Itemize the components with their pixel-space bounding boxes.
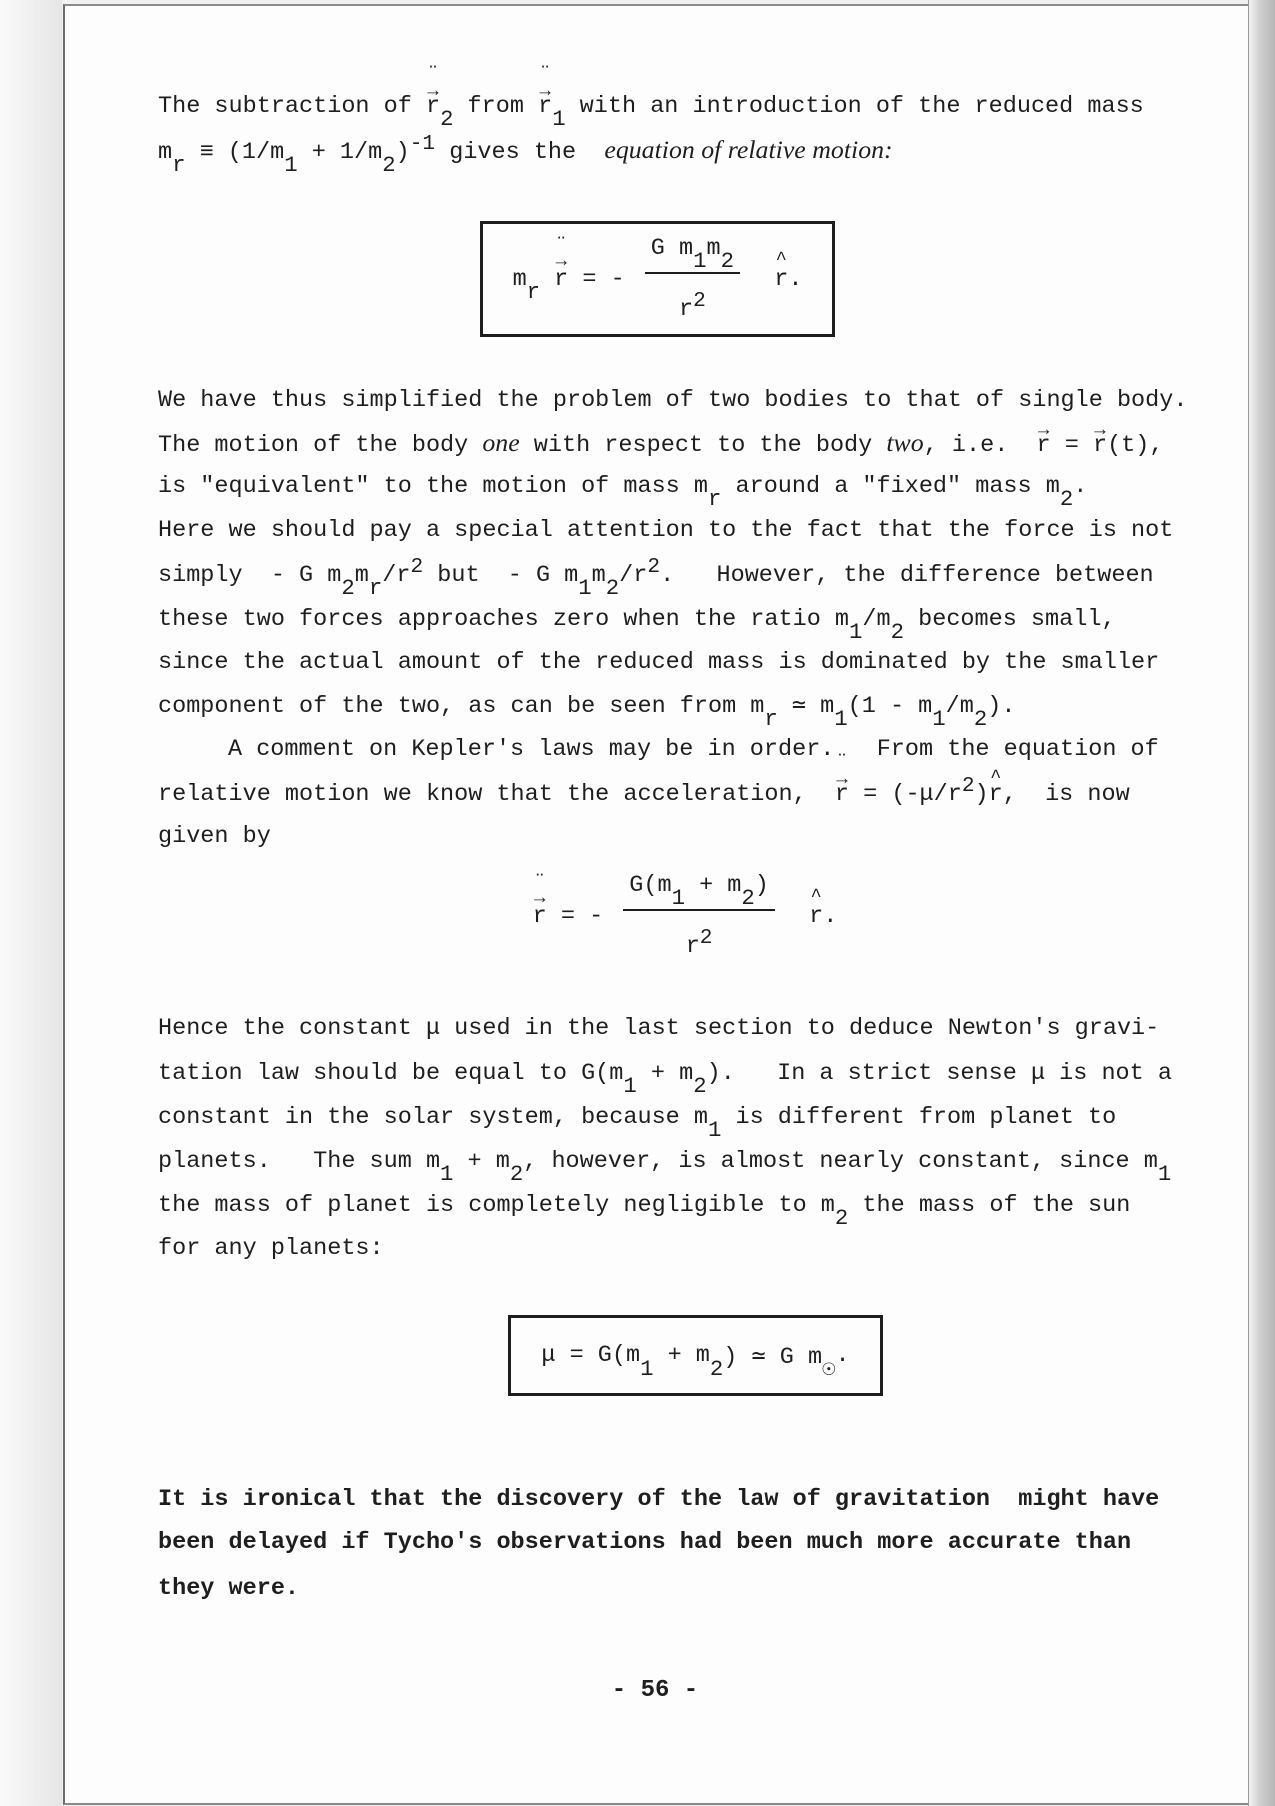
text-run: since the actual amount of the reduced mass is dominated by the smaller (158, 649, 1160, 676)
superscript: 2 (693, 289, 706, 313)
text-line (158, 387, 1187, 415)
text-run: m (354, 562, 369, 589)
text-run: . However, the difference between (660, 562, 1154, 589)
unit-vector-symbol: ^ r (989, 781, 1003, 809)
text-run: the mass of the sun (848, 1192, 1131, 1219)
subscript: 2 (693, 1073, 707, 1099)
text-line (158, 1235, 384, 1263)
text-run: /r (382, 562, 411, 589)
italic-text: two (886, 428, 924, 457)
denominator (645, 274, 740, 323)
text-run: Hence the constant μ used in the last section to deduce Newton's gravi- (158, 1015, 1160, 1042)
fraction (645, 235, 740, 323)
subscript: 2 (382, 152, 396, 178)
text-line (158, 1191, 1131, 1231)
text-run: ). (987, 693, 1016, 720)
text-run: is different from planet to (721, 1104, 1117, 1131)
text-line (158, 555, 1154, 601)
subscript: 2 (720, 248, 734, 274)
text-run: /m (945, 693, 974, 720)
text-line (158, 774, 1130, 809)
text-run: ≃ m (777, 693, 835, 720)
text-run (781, 903, 809, 930)
subscript: r (764, 706, 778, 732)
subscript: 1 (849, 619, 863, 645)
italic-text: equation of relative motion: (604, 135, 893, 164)
text-run: is "equivalent" to the motion of mass m (158, 473, 708, 500)
text-run: Here we should pay a special attention to the fact that the force is not (158, 517, 1174, 544)
acceleration-vector-symbol: → r ¨ (426, 93, 440, 121)
text-run: It is ironical that the discovery of the law of gravitation might have (158, 1486, 1160, 1513)
text-run: constant in the solar system, because m (158, 1104, 708, 1131)
text-run: + m (684, 872, 742, 899)
text-line (158, 472, 1088, 512)
subscript: 2 (1059, 486, 1074, 512)
numerator (623, 872, 775, 911)
text-run: m (158, 139, 173, 166)
equation-mu-box (508, 1315, 883, 1396)
text-run: + m (653, 1342, 710, 1369)
text-line (158, 1575, 299, 1603)
superscript: 2 (647, 555, 661, 579)
vector-symbol: → r (1093, 432, 1107, 460)
text-run: + m (453, 1148, 510, 1175)
subscript: 2 (341, 575, 355, 601)
subscript: 1 (440, 1161, 454, 1187)
numerator (645, 235, 740, 274)
text-line (158, 605, 1116, 645)
subscript: 2 (440, 106, 454, 132)
text-run: around a "fixed" mass m (721, 473, 1060, 500)
text-line (158, 517, 1173, 545)
text-run: with respect to the body (519, 432, 887, 459)
superscript: -1 (409, 132, 436, 156)
subscript: 1 (932, 706, 946, 732)
subscript: 1 (284, 152, 298, 178)
text-run: been delayed if Tycho's observations had been much more accurate than (158, 1529, 1132, 1556)
acceleration-vector-symbol: → r ¨ (538, 93, 552, 121)
text-run: they were. (158, 1575, 300, 1602)
text-run: from (453, 93, 539, 120)
text-run: simply - G m (158, 562, 342, 589)
italic-text: one (482, 428, 520, 457)
subscript: 1 (1157, 1161, 1172, 1187)
text-run (746, 266, 774, 293)
subscript: 1 (640, 1355, 654, 1382)
text-line (158, 132, 893, 178)
text-run: (1 - m (847, 693, 933, 720)
text-run: ) (395, 139, 410, 166)
text-run: , is now (1002, 781, 1130, 808)
text-run: component of the two, as can be seen from m (158, 693, 765, 720)
text-run: with an introduction of the reduced mass (565, 93, 1144, 120)
text-run: + m (636, 1060, 694, 1087)
text-run: , however, is almost nearly constant, since m (523, 1148, 1158, 1175)
subscript: r (708, 486, 722, 512)
text-run: = - (546, 902, 618, 930)
equation-relative-motion-box (480, 221, 835, 337)
subscript: 2 (709, 1355, 724, 1382)
text-run: The subtraction of (158, 93, 426, 120)
subscript: ☉ (822, 1356, 836, 1382)
text-run: given by (158, 823, 271, 850)
text-run: = (1050, 432, 1093, 459)
text-run: ) (754, 872, 769, 899)
text-run: these two forces approaches zero when the ratio m (158, 606, 850, 633)
text-run: the mass of planet is completely negligible to m (158, 1192, 835, 1219)
subscript: r (172, 152, 186, 178)
subscript: 1 (708, 1117, 722, 1143)
text-run: but - G m (423, 562, 579, 589)
text-run: /r (619, 562, 648, 589)
superscript: 2 (961, 774, 975, 798)
subscript: 2 (509, 1161, 524, 1187)
text-run: planets. The sum m (158, 1148, 441, 1175)
acceleration-vector-symbol: → r ¨ (835, 781, 849, 809)
text-run: The motion of the body (158, 432, 483, 459)
text-run: m (512, 265, 527, 293)
subscript: 2 (605, 575, 620, 601)
text-run (540, 266, 554, 293)
unit-vector-symbol: ^ r (774, 266, 788, 293)
text-line (158, 1103, 1117, 1143)
text-run: ) (974, 781, 989, 808)
text-line (158, 1147, 1172, 1187)
subscript: 1 (834, 706, 848, 732)
text-run: . (835, 1342, 850, 1369)
superscript: 2 (410, 555, 424, 579)
subscript: r (526, 279, 541, 305)
text-run: ). In a strict sense μ is not a (706, 1060, 1172, 1087)
text-line (158, 92, 1144, 132)
text-run: /m (862, 606, 891, 633)
fraction (623, 872, 775, 960)
text-run: r (679, 296, 694, 323)
text-run: (t), (1107, 432, 1164, 459)
text-run: . (823, 902, 838, 930)
text-run: ≡ (1/m (185, 139, 285, 166)
text-run: r (685, 933, 700, 960)
text-line (158, 1015, 1159, 1043)
text-line (158, 692, 1016, 732)
text-line (158, 429, 1163, 457)
text-run: A comment on Kepler's laws may be in order. From the equation of (228, 736, 1159, 763)
acceleration-vector-symbol: → r ¨ (533, 903, 547, 930)
text-line (158, 823, 271, 851)
vector-symbol: → r (1037, 432, 1051, 460)
text-run: G m (650, 235, 694, 262)
text-run: μ = G(m (541, 1342, 641, 1369)
subscript: 2 (741, 885, 755, 911)
text-run: = (-μ/r (849, 781, 962, 808)
text-run: , i.e. (923, 432, 1037, 459)
text-line (228, 736, 1159, 764)
superscript: 2 (699, 926, 713, 950)
text-run: tation law should be equal to G(m (158, 1060, 624, 1087)
subscript: 1 (693, 248, 707, 274)
subscript: 2 (890, 619, 905, 645)
text-run: . (1073, 473, 1088, 500)
text-run: relative motion we know that the acceleration, (158, 781, 835, 808)
unit-vector-symbol: ^ r (809, 903, 823, 930)
equation-acceleration (530, 860, 840, 972)
subscript: 1 (623, 1073, 637, 1099)
text-run: ) ≃ G m (723, 1343, 823, 1371)
subscript: 1 (578, 575, 592, 601)
text-run: . (788, 265, 803, 293)
subscript: 2 (973, 706, 988, 732)
subscript: r (368, 575, 383, 601)
scan-left-margin (0, 0, 62, 1806)
page-number: - 56 - (611, 1677, 699, 1704)
acceleration-vector-symbol: → r ¨ (554, 266, 568, 293)
page-gutter (1248, 0, 1275, 1806)
text-run: We have thus simplified the problem of two bodies to that of single body. (158, 387, 1188, 414)
text-run: gives the (435, 139, 605, 166)
text-run: for any planets: (158, 1235, 384, 1262)
denominator (623, 911, 775, 960)
text-line (158, 649, 1159, 677)
subscript: 2 (834, 1205, 849, 1231)
subscript: 1 (552, 106, 566, 132)
text-run: becomes small, (904, 606, 1116, 633)
text-line (158, 1486, 1159, 1514)
subscript: 1 (671, 885, 685, 911)
text-line (158, 1059, 1172, 1099)
text-run: m (706, 235, 721, 262)
text-line (158, 1529, 1131, 1557)
text-run: + 1/m (297, 139, 383, 166)
text-run: = - (568, 265, 639, 293)
text-run: G(m (629, 872, 672, 899)
text-run: m (591, 562, 606, 589)
